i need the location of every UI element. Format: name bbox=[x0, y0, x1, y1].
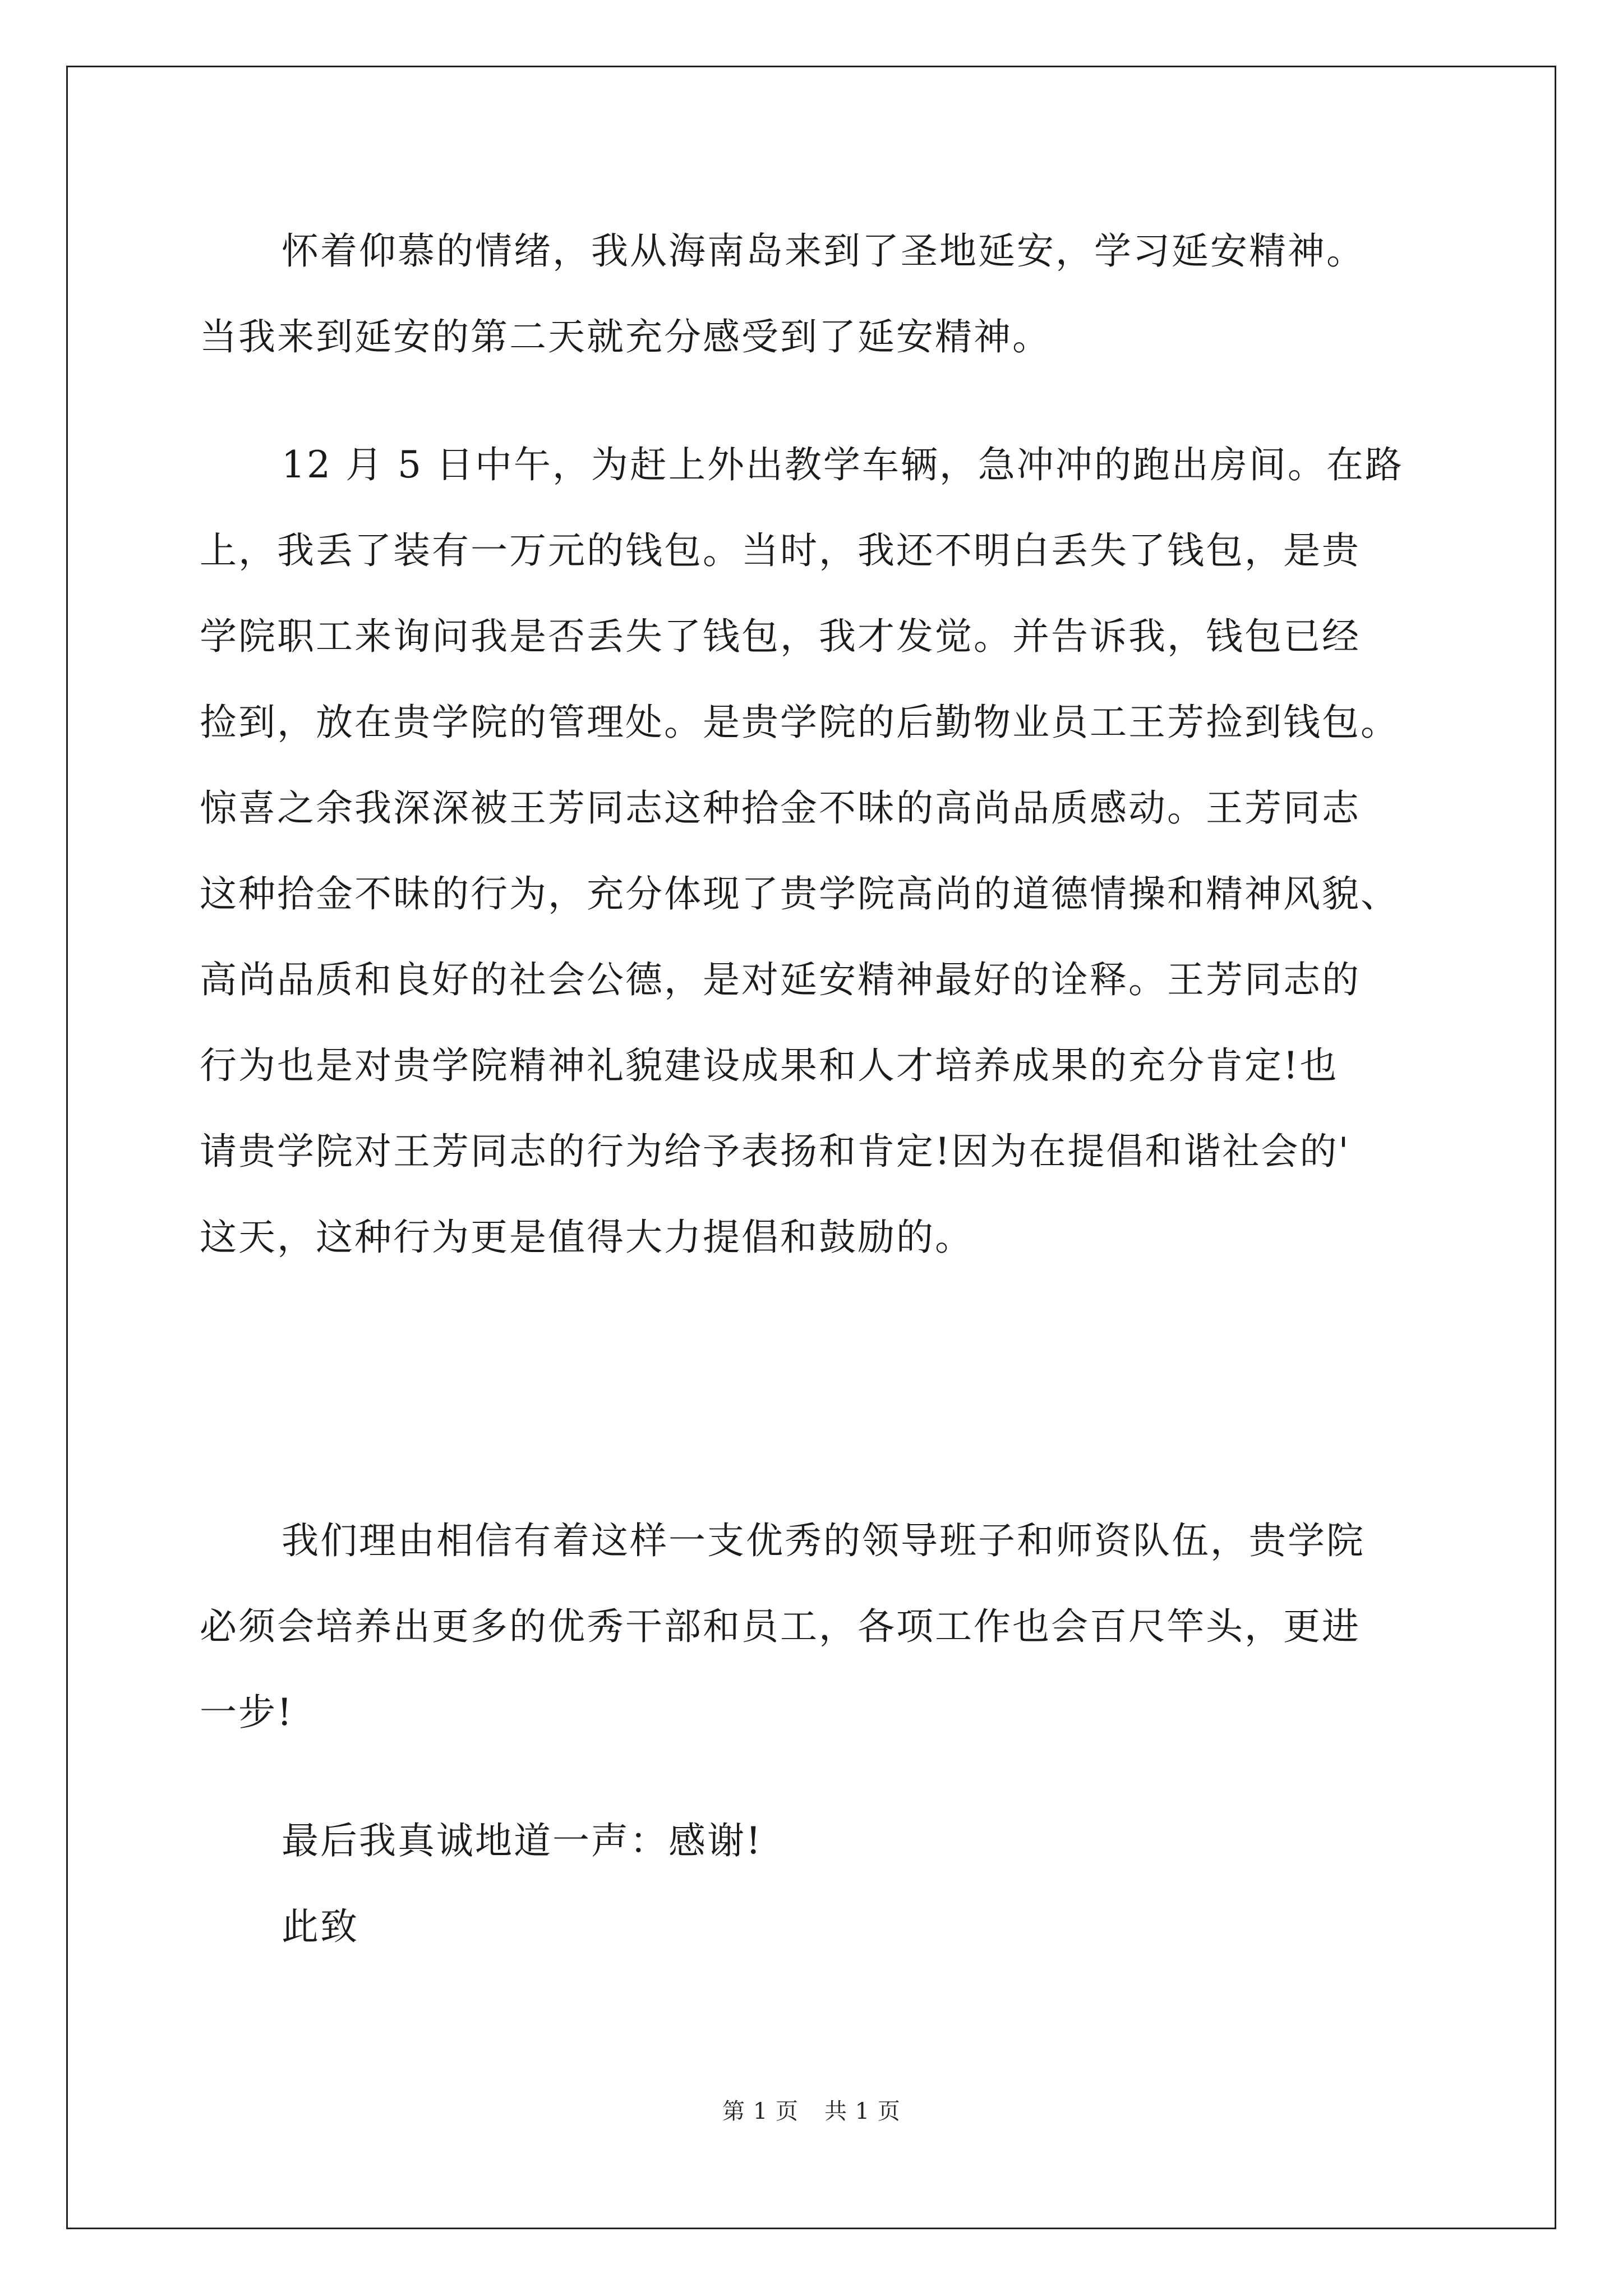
text-line: 捡到，放在贵学院的管理处。是贵学院的后勤物业员工王芳捡到钱包。 bbox=[200, 701, 1399, 744]
page-total: 共 1 页 bbox=[824, 2099, 901, 2124]
text-line: 学院职工来询问我是否丢失了钱包，我才发觉。并告诉我，钱包已经 bbox=[200, 615, 1361, 658]
text-line: 此致 bbox=[282, 1905, 359, 1948]
text-line: 怀着仰慕的情绪，我从海南岛来到了圣地延安，学习延安精神。 bbox=[282, 229, 1365, 273]
paragraph-5 bbox=[200, 1884, 1445, 1970]
paragraph-1 bbox=[200, 208, 1445, 380]
text-line: 我们理由相信有着这样一支优秀的领导班子和师资队伍，贵学院 bbox=[282, 1519, 1365, 1562]
text-line: 一步! bbox=[200, 1691, 294, 1734]
text-line: 请贵学院对王芳同志的行为给予表扬和肯定!因为在提倡和谐社会的' bbox=[200, 1130, 1350, 1173]
text-line: 最后我真诚地道一声：感谢! bbox=[282, 1819, 763, 1862]
text-line: 上，我丢了装有一万元的钱包。当时，我还不明白丢失了钱包，是贵 bbox=[200, 529, 1361, 572]
paragraph-4 bbox=[200, 1798, 1445, 1884]
text-line: 12 月 5 日中午，为赶上外出教学车辆，急冲冲的跑出房间。在路 bbox=[282, 443, 1404, 486]
text-line: 惊喜之余我深深被王芳同志这种拾金不昧的高尚品质感动。王芳同志 bbox=[200, 786, 1361, 830]
text-line: 必须会培养出更多的优秀干部和员工，各项工作也会百尺竿头，更进 bbox=[200, 1605, 1361, 1648]
paragraph-2 bbox=[200, 422, 1445, 1280]
text-line: 当我来到延安的第二天就充分感受到了延安精神。 bbox=[200, 315, 1051, 358]
text-line: 行为也是对贵学院精神礼貌建设成果和人才培养成果的充分肯定!也 bbox=[200, 1044, 1339, 1087]
page-footer bbox=[0, 2093, 1623, 2125]
text-line: 这种拾金不昧的行为，充分体现了贵学院高尚的道德情操和精神风貌、 bbox=[200, 872, 1399, 915]
paragraph-3 bbox=[200, 1498, 1445, 1755]
text-line: 这天，这种行为更是值得大力提倡和鼓励的。 bbox=[200, 1216, 974, 1259]
text-line: 高尚品质和良好的社会公德，是对延安精神最好的诠释。王芳同志的 bbox=[200, 958, 1361, 1001]
page-number: 第 1 页 bbox=[722, 2099, 799, 2124]
